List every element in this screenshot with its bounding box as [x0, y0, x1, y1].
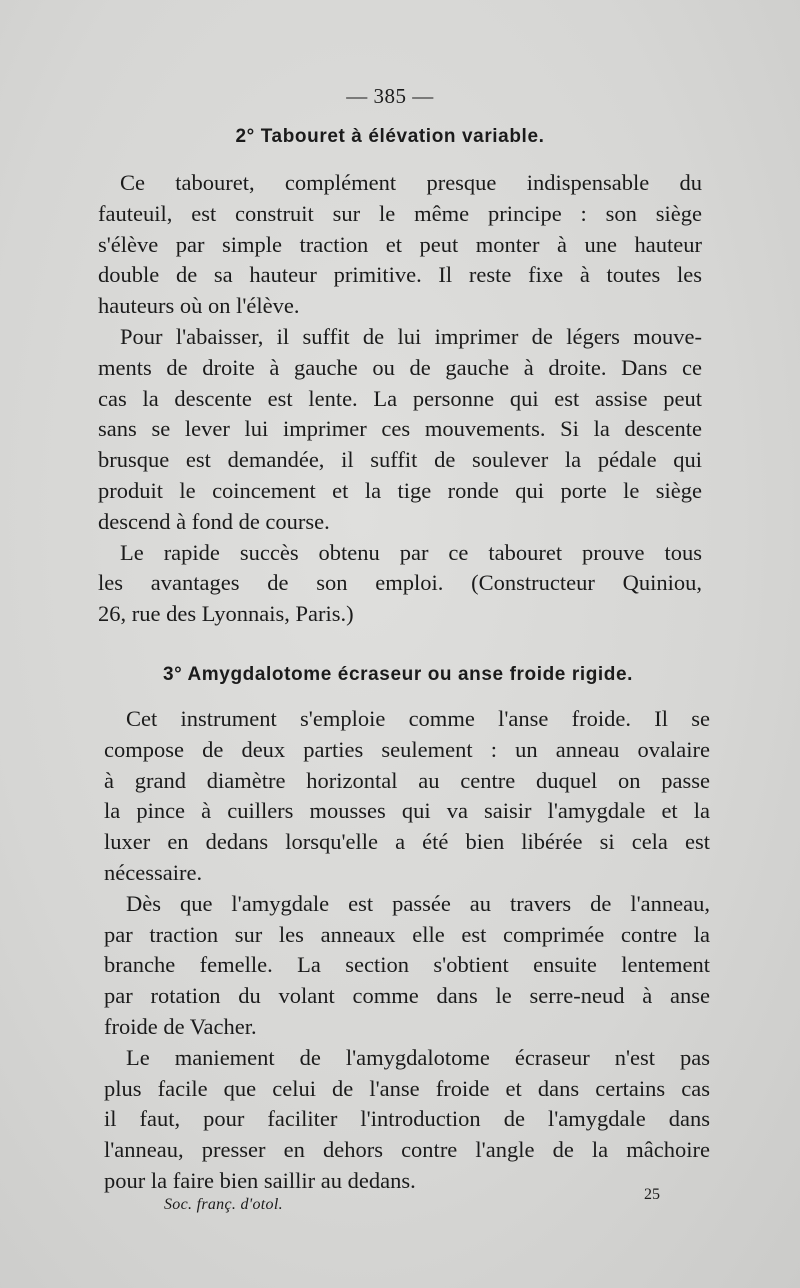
- text-line: compose de deux parties seulement : un anneau ovalaire: [104, 736, 710, 762]
- text-line: Cet instrument s'emploie comme l'anse froide. Il se: [126, 706, 710, 731]
- text-line: nécessaire.: [104, 859, 203, 885]
- text-line: fauteuil, est construit sur le même principe : son siège: [98, 200, 702, 226]
- text-line: luxer en dedans lorsqu'elle a été bien libérée si cela est: [104, 829, 710, 855]
- text-line: Le maniement de l'amygdalotome écraseur n'est pas: [126, 1044, 710, 1070]
- text-line: ments de droite à gauche ou de gauche à droite. Dans ce: [98, 354, 702, 380]
- page-number: — 385 —: [346, 84, 434, 108]
- text-line: brusque est demandée, il suffit de soulever la pédale qui: [98, 447, 702, 473]
- text-line: sans se lever lui imprimer ces mouvements. Si la descente: [98, 416, 702, 442]
- text-line: plus facile que celui de l'anse froide et dans certains cas: [104, 1075, 710, 1101]
- text-line: à grand diamètre horizontal au centre duquel on passe: [104, 767, 710, 793]
- text-line: les avantages de son emploi. (Constructeur Quiniou,: [98, 570, 702, 596]
- text-line: la pince à cuillers mousses qui va saisir l'amygdale et la: [104, 798, 710, 824]
- footer-journal-name: Soc. franç. d'otol.: [164, 1196, 283, 1213]
- text-line: par traction sur les anneaux elle est comprimée contre la: [104, 921, 710, 947]
- text-line: Le rapide succès obtenu par ce tabouret prouve tous: [120, 539, 702, 565]
- footer-signature-number: 25: [644, 1186, 660, 1203]
- text-line: Ce tabouret, complément presque indispensable du: [120, 170, 702, 195]
- text-line: par rotation du volant comme dans le serre-neud à anse: [104, 983, 710, 1009]
- section-heading-amygdalotome: 3° Amygdalotome écraseur ou anse froide rigide.: [162, 664, 634, 685]
- text-line: produit le coincement et la tige ronde qui porte le siège: [98, 477, 702, 503]
- text-line: l'anneau, presser en dehors contre l'angle de la mâchoire: [104, 1137, 710, 1163]
- text-line: froide de Vacher.: [104, 1013, 257, 1039]
- text-line: hauteurs où on l'élève.: [98, 293, 300, 319]
- text-line: branche femelle. La section s'obtient ensuite lentement: [104, 952, 710, 978]
- text-line: cas la descente est lente. La personne qui est assise peut: [98, 385, 702, 411]
- text-line: Dès que l'amygdale est passée au travers de l'anneau,: [126, 890, 710, 916]
- section-body-amygdalotome: [104, 704, 710, 1197]
- text-line: pour la faire bien saillir au dedans.: [104, 1167, 416, 1193]
- text-line: il faut, pour faciliter l'introduction de l'amygdale dans: [104, 1106, 710, 1132]
- text-line: double de sa hauteur primitive. Il reste fixe à toutes les: [98, 262, 702, 288]
- section-body-tabouret: [98, 168, 702, 630]
- text-line: s'élève par simple traction et peut monter à une hauteur: [98, 231, 702, 257]
- text-line: 26, rue des Lyonnais, Paris.): [98, 601, 354, 627]
- text-line: Pour l'abaisser, il suffit de lui imprimer de légers mouve-: [120, 323, 702, 349]
- text-line: descend à fond de course.: [98, 508, 330, 534]
- section-heading-tabouret: 2° Tabouret à élévation variable.: [235, 126, 545, 147]
